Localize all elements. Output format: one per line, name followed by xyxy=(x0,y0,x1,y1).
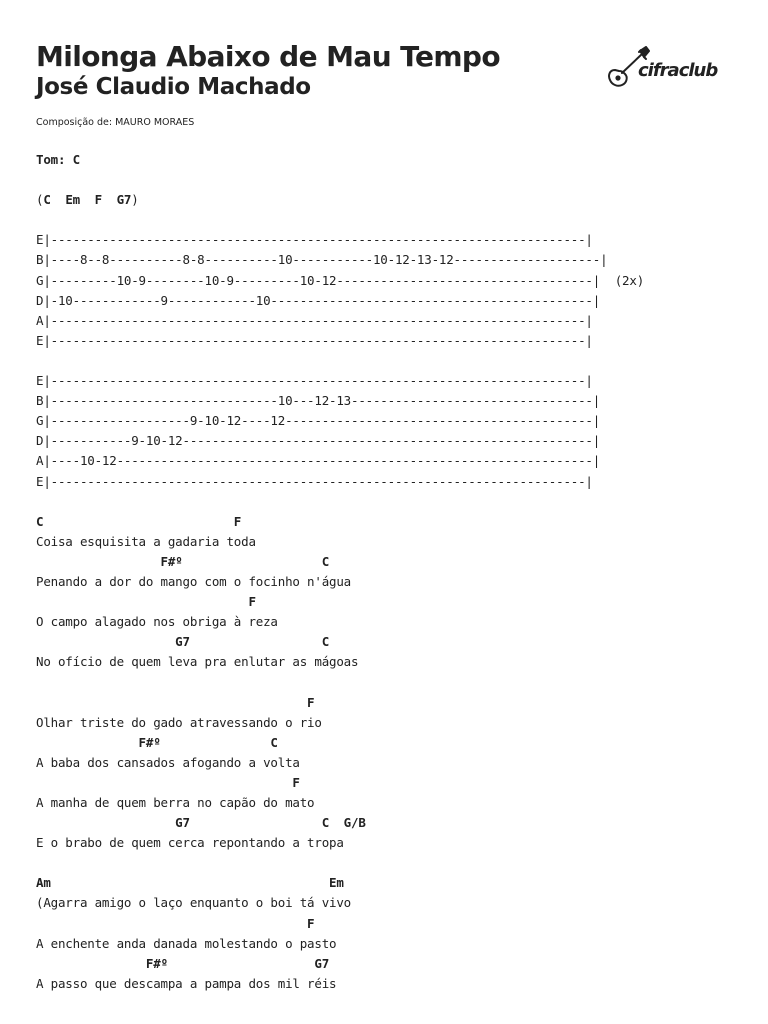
blank-line xyxy=(36,492,644,512)
chord-line[interactable] xyxy=(36,693,644,713)
chord-line-text[interactable]: C F xyxy=(36,513,242,529)
chord-line-text[interactable]: G7 C xyxy=(36,634,330,650)
lyric-line: No ofício de quem leva pra enlutar as mágoas xyxy=(36,654,359,670)
tab-line: G|-------------------9-10-12----12------------------------------------------| xyxy=(36,413,601,429)
tab-line: B|-------------------------------10---12-13---------------------------------| xyxy=(36,393,601,409)
blank-line xyxy=(36,672,644,692)
tab-line: B|----8--8----------8-8----------10-----------10-12-13-12--------------------| xyxy=(36,252,608,268)
chord-line-text[interactable]: F xyxy=(36,594,256,610)
chord-line-text[interactable]: F xyxy=(36,915,315,931)
chord-line[interactable] xyxy=(36,773,644,793)
chord-line[interactable] xyxy=(36,632,644,652)
tab-line: A|----10-12-----------------------------------------------------------------| xyxy=(36,453,601,469)
lyric-line: A enchente anda danada molestando o pasto xyxy=(36,935,337,951)
chord-line[interactable] xyxy=(36,592,644,612)
tab-line: D|-10------------9------------10--------------------------------------------| xyxy=(36,292,601,308)
lyric-line: (Agarra amigo o laço enquanto o boi tá vivo xyxy=(36,895,352,911)
blank-line xyxy=(36,170,644,190)
chord-line-text[interactable]: F#º G7 xyxy=(36,955,330,971)
tab-line: E|-------------------------------------------------------------------------| xyxy=(36,473,593,489)
blank-line xyxy=(36,210,644,230)
chord-line[interactable] xyxy=(36,733,644,753)
chord-line-text[interactable]: F xyxy=(36,774,300,790)
key-line xyxy=(36,150,644,170)
chord-line-text[interactable]: F#º C xyxy=(36,734,278,750)
tab-line: E|-------------------------------------------------------------------------| xyxy=(36,332,593,348)
lyric-line: Olhar triste do gado atravessando o rio xyxy=(36,714,322,730)
chord-line[interactable] xyxy=(36,873,644,893)
chord-line-text[interactable]: F xyxy=(36,694,315,710)
chord[interactable]: Em xyxy=(65,192,80,208)
tab-line: A|-------------------------------------------------------------------------| xyxy=(36,312,593,328)
chord[interactable]: G7 xyxy=(116,192,132,208)
lyric-line: A baba dos cansados afogando a volta xyxy=(36,754,300,770)
lyric-line: Penando a dor do mango com o focinho n'água xyxy=(36,573,352,589)
cifraclub-logo[interactable] xyxy=(606,46,718,92)
chord-line[interactable] xyxy=(36,552,644,572)
tab-line: G|---------10-9--------10-9---------10-12-----------------------------------| (2x) xyxy=(36,272,645,288)
key-value[interactable]: C xyxy=(72,152,80,167)
lyric-line: Coisa esquisita a gadaria toda xyxy=(36,533,256,549)
chord-line[interactable] xyxy=(36,914,644,934)
tab-line: E|-------------------------------------------------------------------------| xyxy=(36,232,593,248)
lyric-line: A passo que descampa a pampa dos mil réis xyxy=(36,975,337,991)
intro-line xyxy=(36,190,644,210)
artist-name[interactable]: José Claudio Machado xyxy=(36,74,311,100)
tab-line: E|-------------------------------------------------------------------------| xyxy=(36,373,593,389)
key-label: Tom: xyxy=(36,152,73,167)
intro-open-paren: ( xyxy=(36,192,44,208)
chord[interactable]: F xyxy=(94,192,102,208)
composer-credit: Composição de: MAURO MORAES xyxy=(36,117,195,128)
tab-line: D|-----------9-10-12--------------------------------------------------------| xyxy=(36,433,601,449)
chord-line-text[interactable]: Am Em xyxy=(36,875,344,891)
lyric-line: O campo alagado nos obriga à reza xyxy=(36,614,278,630)
song-title: Milonga Abaixo de Mau Tempo xyxy=(36,40,501,73)
blank-line xyxy=(36,351,644,371)
logo-wordmark: cifraclub xyxy=(638,60,718,81)
intro-close-paren: ) xyxy=(131,192,139,208)
chord-line-text[interactable]: F#º C xyxy=(36,553,330,569)
chord-line[interactable] xyxy=(36,954,644,974)
chord-sheet xyxy=(36,150,644,994)
chord-line[interactable] xyxy=(36,813,644,833)
chord[interactable]: C xyxy=(43,192,51,208)
lyric-line: E o brabo de quem cerca repontando a tropa xyxy=(36,835,344,851)
lyric-line: A manha de quem berra no capão do mato xyxy=(36,795,315,810)
chord-line-text[interactable]: G7 C G/B xyxy=(36,815,366,831)
blank-line xyxy=(36,853,644,873)
chord-line[interactable] xyxy=(36,512,644,532)
